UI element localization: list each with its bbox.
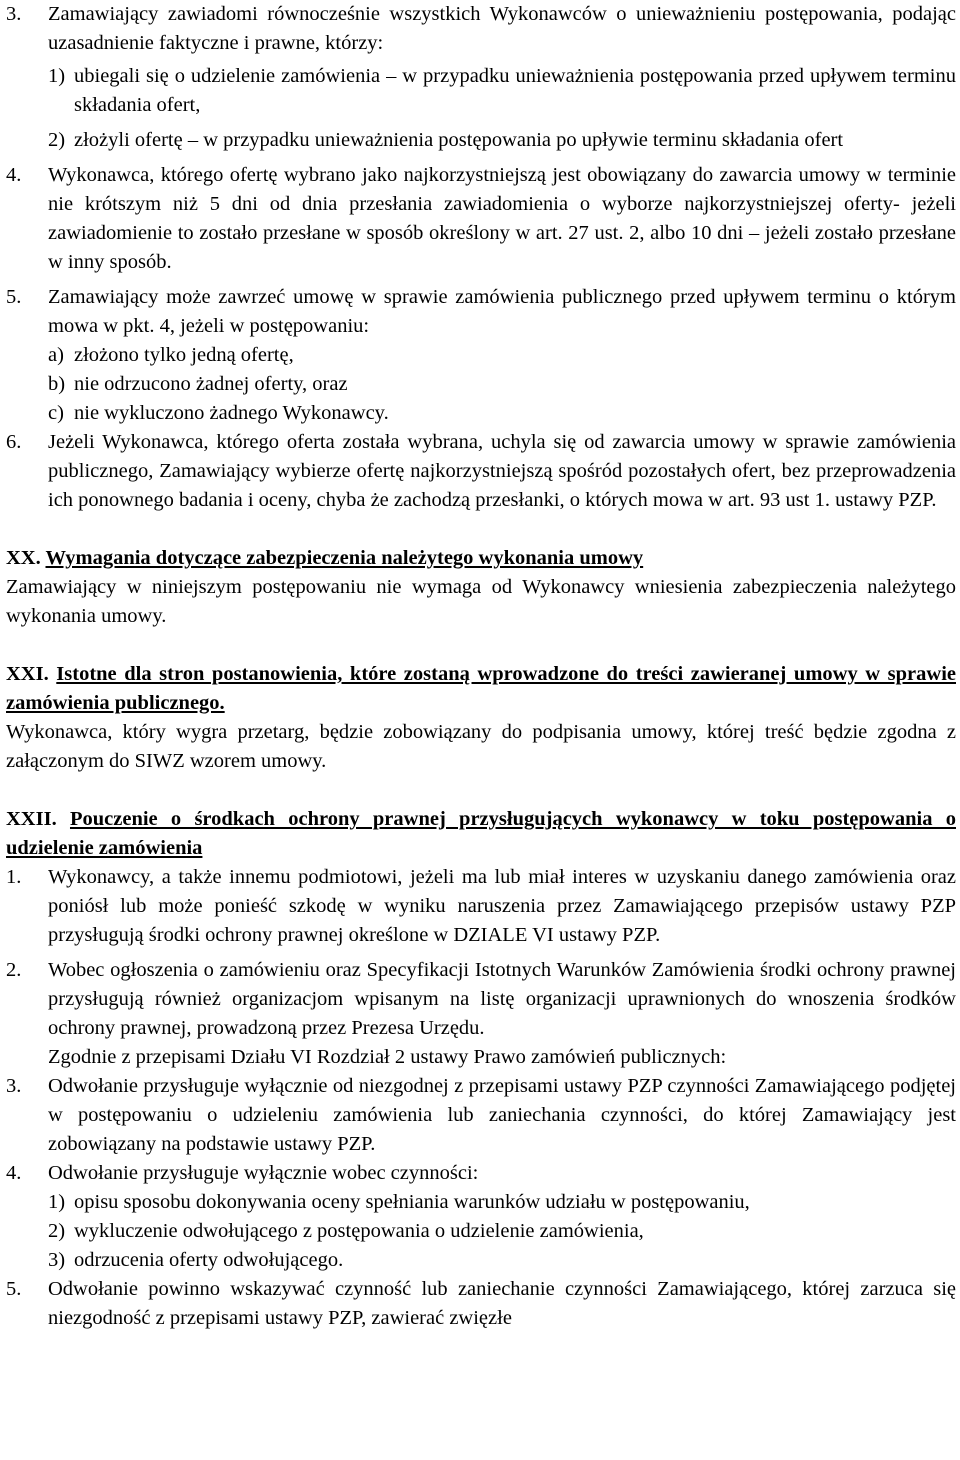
letter-label: b) [48, 373, 66, 395]
sub-item-text: odrzucenia oferty odwołującego. [74, 1249, 344, 1271]
sub-item-text: wykluczenie odwołującego z postępowania o udzielenie zamówienia, [74, 1220, 644, 1242]
section-xxi-body: Wykonawca, który wygra przetarg, będzie zobowiązany do podpisania umowy, której treść będzie zgodna z załączonym do SIWZ wzorem umowy. [6, 721, 956, 772]
item-4 [6, 161, 956, 277]
sub-item-2 [48, 126, 956, 155]
letter-item-b [48, 370, 956, 399]
item-number: 6. [6, 431, 22, 453]
section-number: XXII. [6, 808, 57, 830]
section-xxi-heading [6, 660, 956, 718]
section-title: Wymagania dotyczące zabezpieczenia należytego wykonania umowy [45, 547, 644, 569]
sub-item-1 [48, 62, 956, 120]
sub-item-text: ubiegali się o udzielenie zamówienia – w przypadku unieważnienia postępowania przed upływem terminu składania ofert, [74, 65, 956, 116]
section-xx-body: Zamawiający w niniejszym postępowaniu nie wymaga od Wykonawcy wniesienia zabezpieczenia należytego wykonania umowy. [6, 576, 956, 627]
sub-item-number: 1) [48, 1191, 66, 1213]
xxii-item-5 [6, 1275, 956, 1333]
xxii-item-3 [6, 1072, 956, 1159]
xxii-note: Zgodnie z przepisami Działu VI Rozdział 2 ustawy Prawo zamówień publicznych: [48, 1046, 727, 1068]
section-title: Istotne dla stron postanowienia, które zostaną wprowadzone do treści zawieranej umowy w sprawie zamówienia publicznego. [6, 663, 956, 714]
sub-item-number: 1) [48, 65, 66, 87]
section-xx-heading [6, 544, 956, 573]
letter-text: złożono tylko jedną ofertę, [74, 344, 294, 366]
item-text: Odwołanie powinno wskazywać czynność lub zaniechanie czynności Zamawiającego, której zarzuca się niezgodność z przepisami ustawy PZP, zawierać zwięzłe [48, 1278, 956, 1329]
item-number: 5. [6, 286, 22, 308]
section-number: XX. [6, 547, 41, 569]
sub-item-number: 2) [48, 129, 66, 151]
section-title: Pouczenie o środkach ochrony prawnej przysługujących wykonawcy w toku postępowania o udzielenie zamówienia [6, 808, 956, 859]
sub-item-number: 3) [48, 1249, 66, 1271]
item-number: 3. [6, 3, 22, 25]
item-number: 1. [6, 866, 22, 888]
sub-item-text: złożyli ofertę – w przypadku unieważnienia postępowania po upływie terminu składania ofert [74, 129, 844, 151]
sub-item-number: 2) [48, 1220, 66, 1242]
xxii-item-1 [6, 863, 956, 950]
letter-item-c [48, 399, 956, 428]
item-number: 4. [6, 164, 22, 186]
letter-text: nie odrzucono żadnej oferty, oraz [74, 373, 348, 395]
item-number: 2. [6, 959, 22, 981]
item-number: 3. [6, 1075, 22, 1097]
item-text: Zamawiający zawiadomi równocześnie wszystkich Wykonawców o unieważnieniu postępowania, podając uzasadnienie faktyczne i prawne, którzy: [48, 3, 956, 54]
item-number: 5. [6, 1278, 22, 1300]
item-text: Wykonawcy, a także innemu podmiotowi, jeżeli ma lub miał interes w uzyskaniu danego zamówienia oraz poniósł lub może ponieść szkodę w wyniku naruszenia przez Zamawiającego przepisów ustawy PZP przysługują środki ochrony prawnej określone w DZIALE VI ustawy PZP. [48, 866, 956, 946]
item-number: 4. [6, 1162, 22, 1184]
item-text: Zamawiający może zawrzeć umowę w sprawie zamówienia publicznego przed upływem terminu o którym mowa w pkt. 4, jeżeli w postępowaniu: [48, 286, 956, 337]
xxii-sub-2 [48, 1217, 956, 1246]
letter-label: c) [48, 402, 64, 424]
item-text: Jeżeli Wykonawca, którego oferta została wybrana, uchyla się od zawarcia umowy w sprawie zamówienia publicznego, Zamawiający wybierze ofertę najkorzystniejszą spośród pozostałych ofert, bez przeprowadzenia ich ponownego badania i oceny, chyba że zachodzą przesłanki, o których mowa w art. 93 ust 1. ustawy PZP. [48, 431, 956, 511]
item-text: Wykonawca, którego ofertę wybrano jako najkorzystniejszą jest obowiązany do zawarcia umowy w terminie nie krótszym niż 5 dni od dnia przesłania zawiadomienia o wyborze najkorzystniejszej oferty- jeżeli zawiadomienie to zostało przesłane w sposób określony w art. 27 ust. 2, albo 10 dni – jeżeli zostało przesłane w inny sposób. [48, 164, 956, 273]
letter-text: nie wykluczono żadnego Wykonawcy. [74, 402, 389, 424]
item-5 [6, 283, 956, 428]
item-6 [6, 428, 956, 515]
section-number: XXI. [6, 663, 49, 685]
xxii-sub-3 [48, 1246, 956, 1275]
item-text: Odwołanie przysługuje wyłącznie od niezgodnej z przepisami ustawy PZP czynności Zamawiającego podjętej w postępowaniu o udzieleniu zamówienia lub zaniechania czynności, do której Zamawiający jest zobowiązany na podstawie ustawy PZP. [48, 1075, 956, 1155]
xxii-sub-1 [48, 1188, 956, 1217]
xxii-item-2 [6, 956, 956, 1043]
item-text: Wobec ogłoszenia o zamówieniu oraz Specyfikacji Istotnych Warunków Zamówienia środki ochrony prawnej przysługują również organizacjom wpisanym na listę organizacji uprawnionych do wnoszenia środków ochrony prawnej, prowadzoną przez Prezesa Urzędu. [48, 959, 956, 1039]
item-text: Odwołanie przysługuje wyłącznie wobec czynności: [48, 1162, 479, 1184]
xxii-item-4 [6, 1159, 956, 1275]
letter-item-a [48, 341, 956, 370]
sub-item-text: opisu sposobu dokonywania oceny spełniania warunków udziału w postępowaniu, [74, 1191, 750, 1213]
letter-label: a) [48, 344, 64, 366]
item-3 [6, 0, 956, 155]
section-xxii-heading [6, 805, 956, 863]
